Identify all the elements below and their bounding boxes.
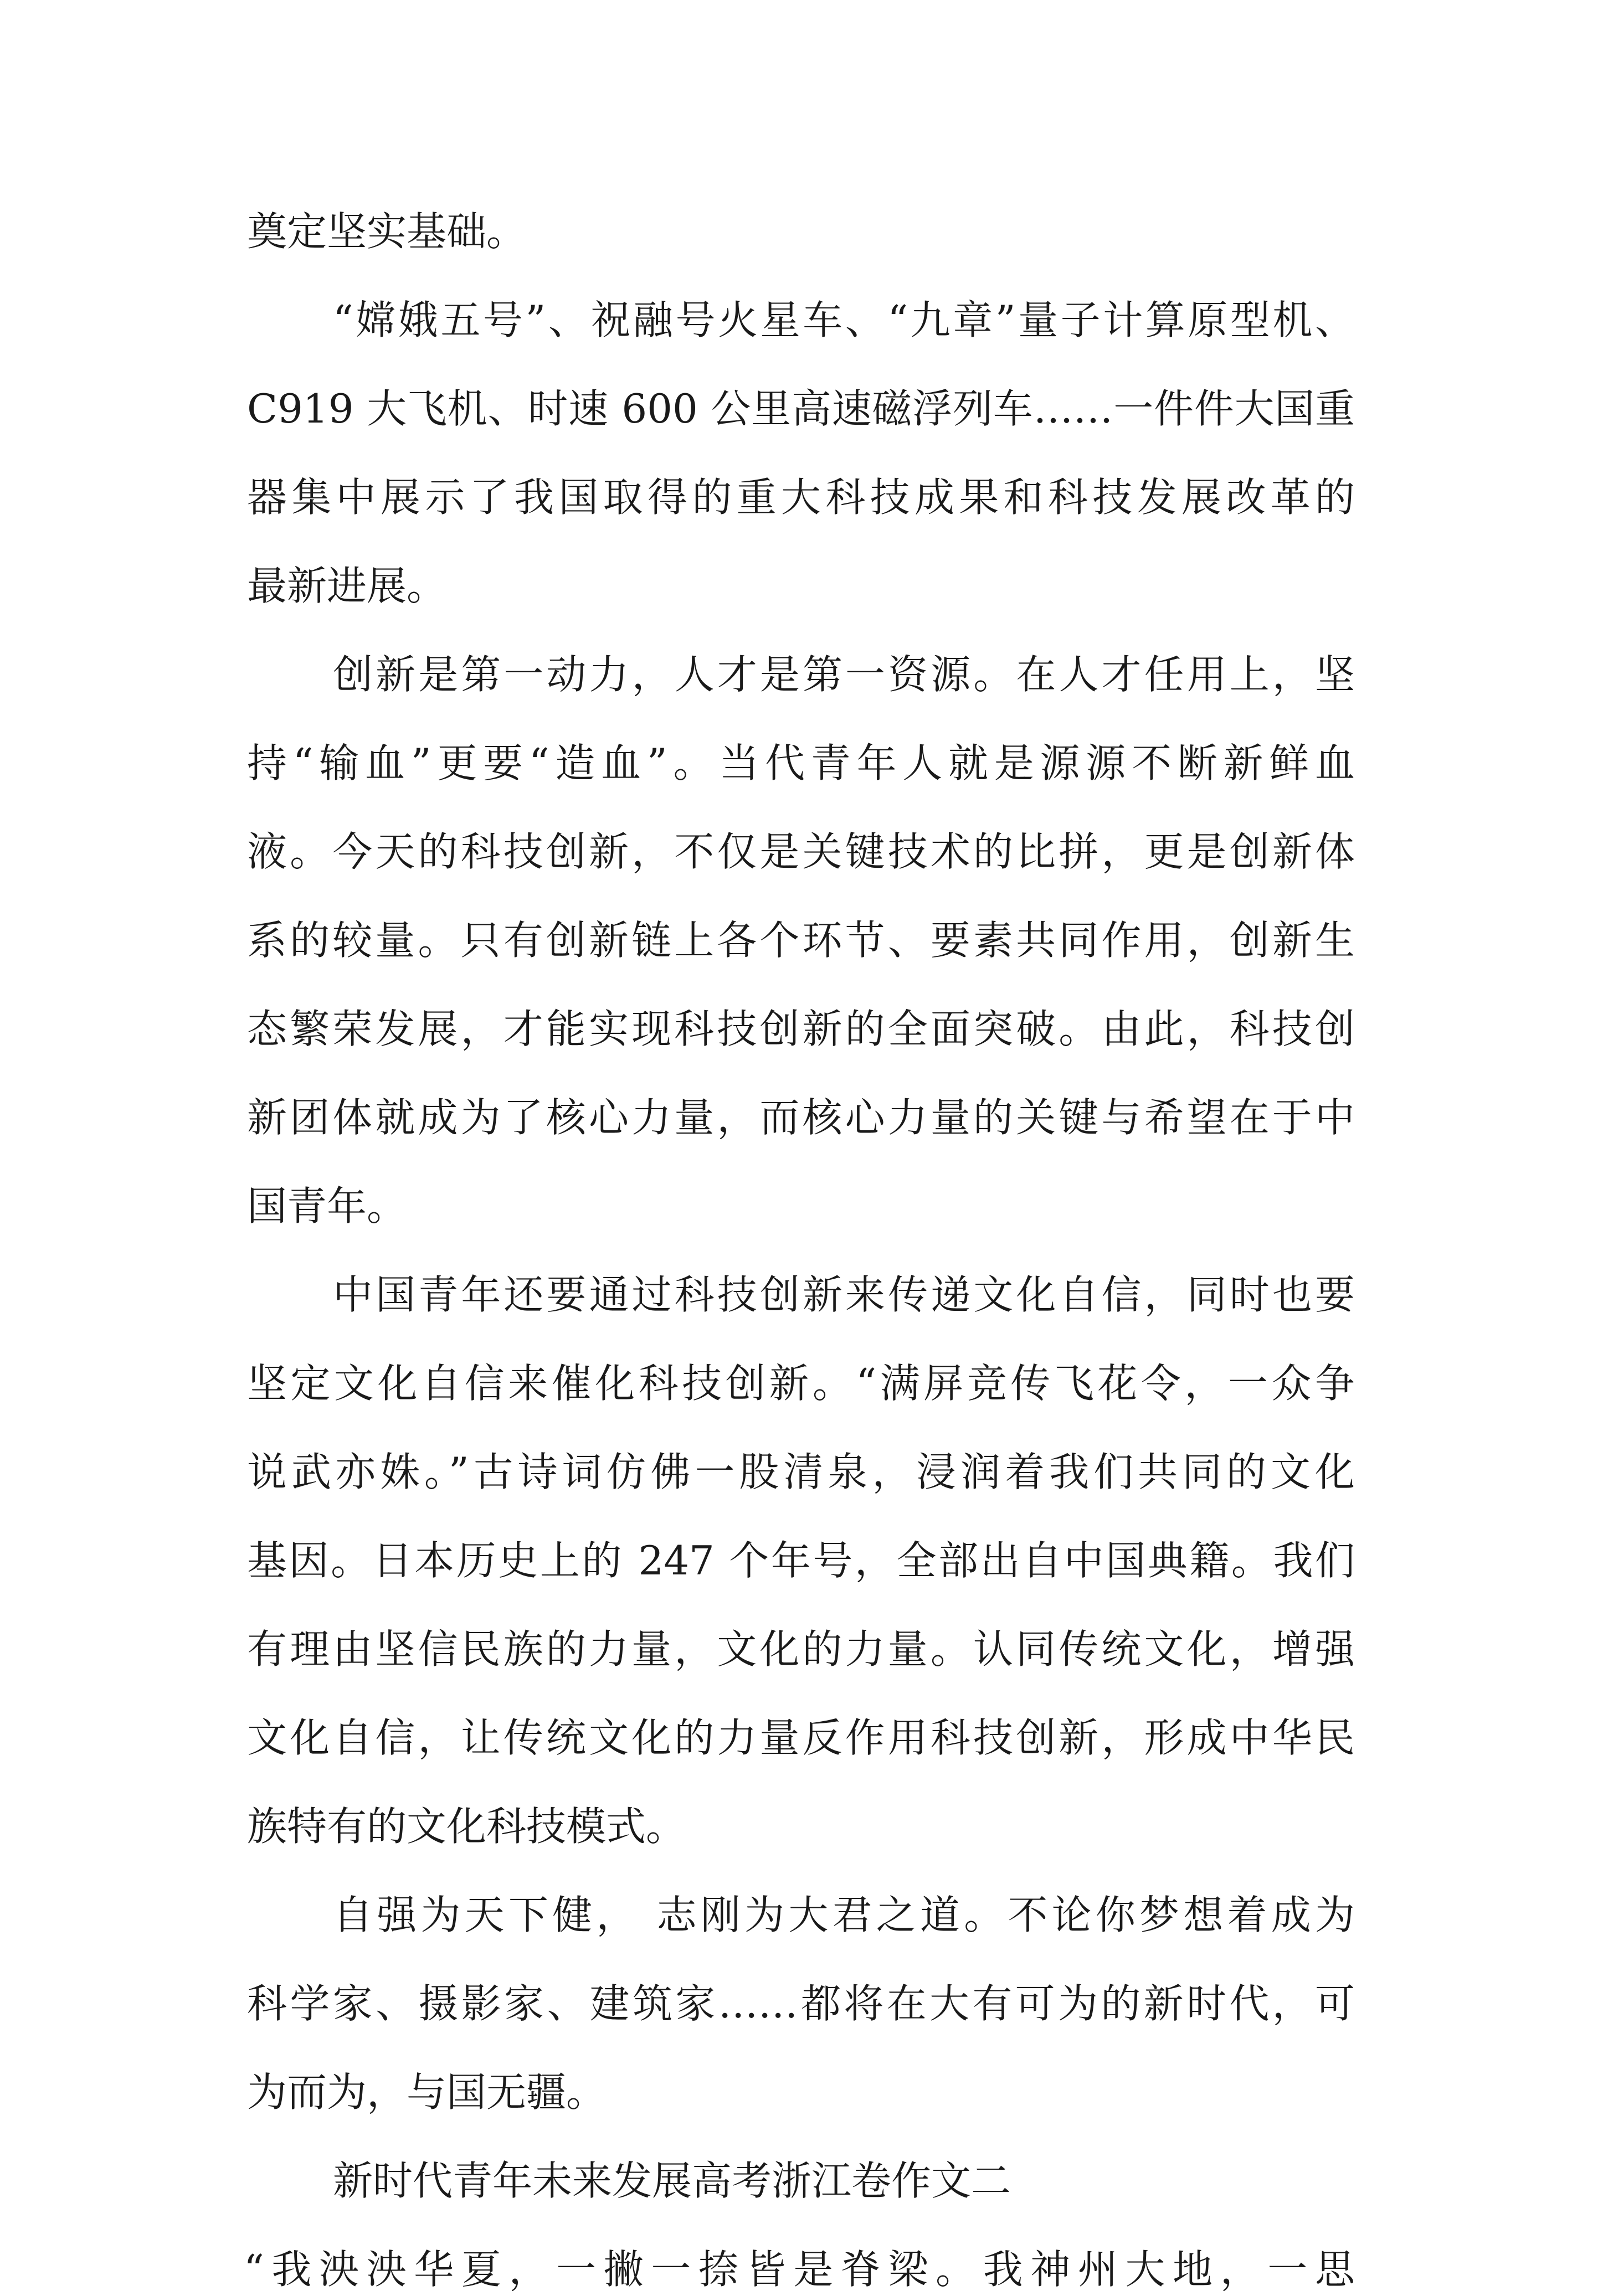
text-line: 说武亦姝。”古诗词仿佛一股清泉，浸润着我们共同的文化 — [247, 1449, 1355, 1495]
text-line: 族特有的文化科技模式。 — [247, 1803, 686, 1850]
text-line: 国青年。 — [247, 1183, 407, 1229]
section-heading: 新时代青年未来发展高考浙江卷作文二 — [333, 2158, 1011, 2204]
text-line: 坚定文化自信来催化科技创新。“满屏竞传飞花令，一众争 — [247, 1360, 1355, 1407]
text-line: 创新是第一动力，人才是第一资源。在人才任用上，坚 — [333, 651, 1355, 698]
text-line: 奠定坚实基础。 — [247, 208, 527, 255]
text-line: 态繁荣发展，才能实现科技创新的全面突破。由此，科技创 — [247, 1006, 1355, 1052]
text-line: 中国青年还要通过科技创新来传递文化自信，同时也要 — [333, 1271, 1355, 1318]
text-line: C919 大飞机、时速 600 公里高速磁浮列车……一件件大国重 — [247, 385, 1355, 432]
text-line: 基因。日本历史上的 247 个年号，全部出自中国典籍。我们 — [247, 1537, 1355, 1584]
text-line: 有理由坚信民族的力量，文化的力量。认同传统文化，增强 — [247, 1626, 1355, 1672]
text-line: 文化自信，让传统文化的力量反作用科技创新，形成中华民 — [247, 1715, 1355, 1761]
text-line: 器集中展示了我国取得的重大科技成果和科技发展改革的 — [247, 474, 1355, 521]
text-line: 新团体就成为了核心力量，而核心力量的关键与希望在于中 — [247, 1094, 1355, 1141]
text-line: 最新进展。 — [247, 563, 447, 609]
text-line: 液。今天的科技创新，不仅是关键技术的比拼，更是创新体 — [247, 828, 1355, 875]
text-line: 持“输血”更要“造血”。当代青年人就是源源不断新鲜血 — [247, 740, 1355, 786]
text-line: “我泱泱华夏，一撇一捺皆是脊梁。我神州大地，一思 — [244, 2246, 1355, 2293]
text-line: 科学家、摄影家、建筑家……都将在大有可为的新时代，可 — [247, 1980, 1355, 2027]
text-line: 系的较量。只有创新链上各个环节、要素共同作用，创新生 — [247, 917, 1355, 964]
text-line: 自强为天下健， 志刚为大君之道。不论你梦想着成为 — [333, 1892, 1355, 1938]
text-line: 为而为，与国无疆。 — [247, 2069, 607, 2115]
text-line: “嫦娥五号”、祝融号火星车、“九章”量子计算原型机、 — [333, 297, 1355, 343]
